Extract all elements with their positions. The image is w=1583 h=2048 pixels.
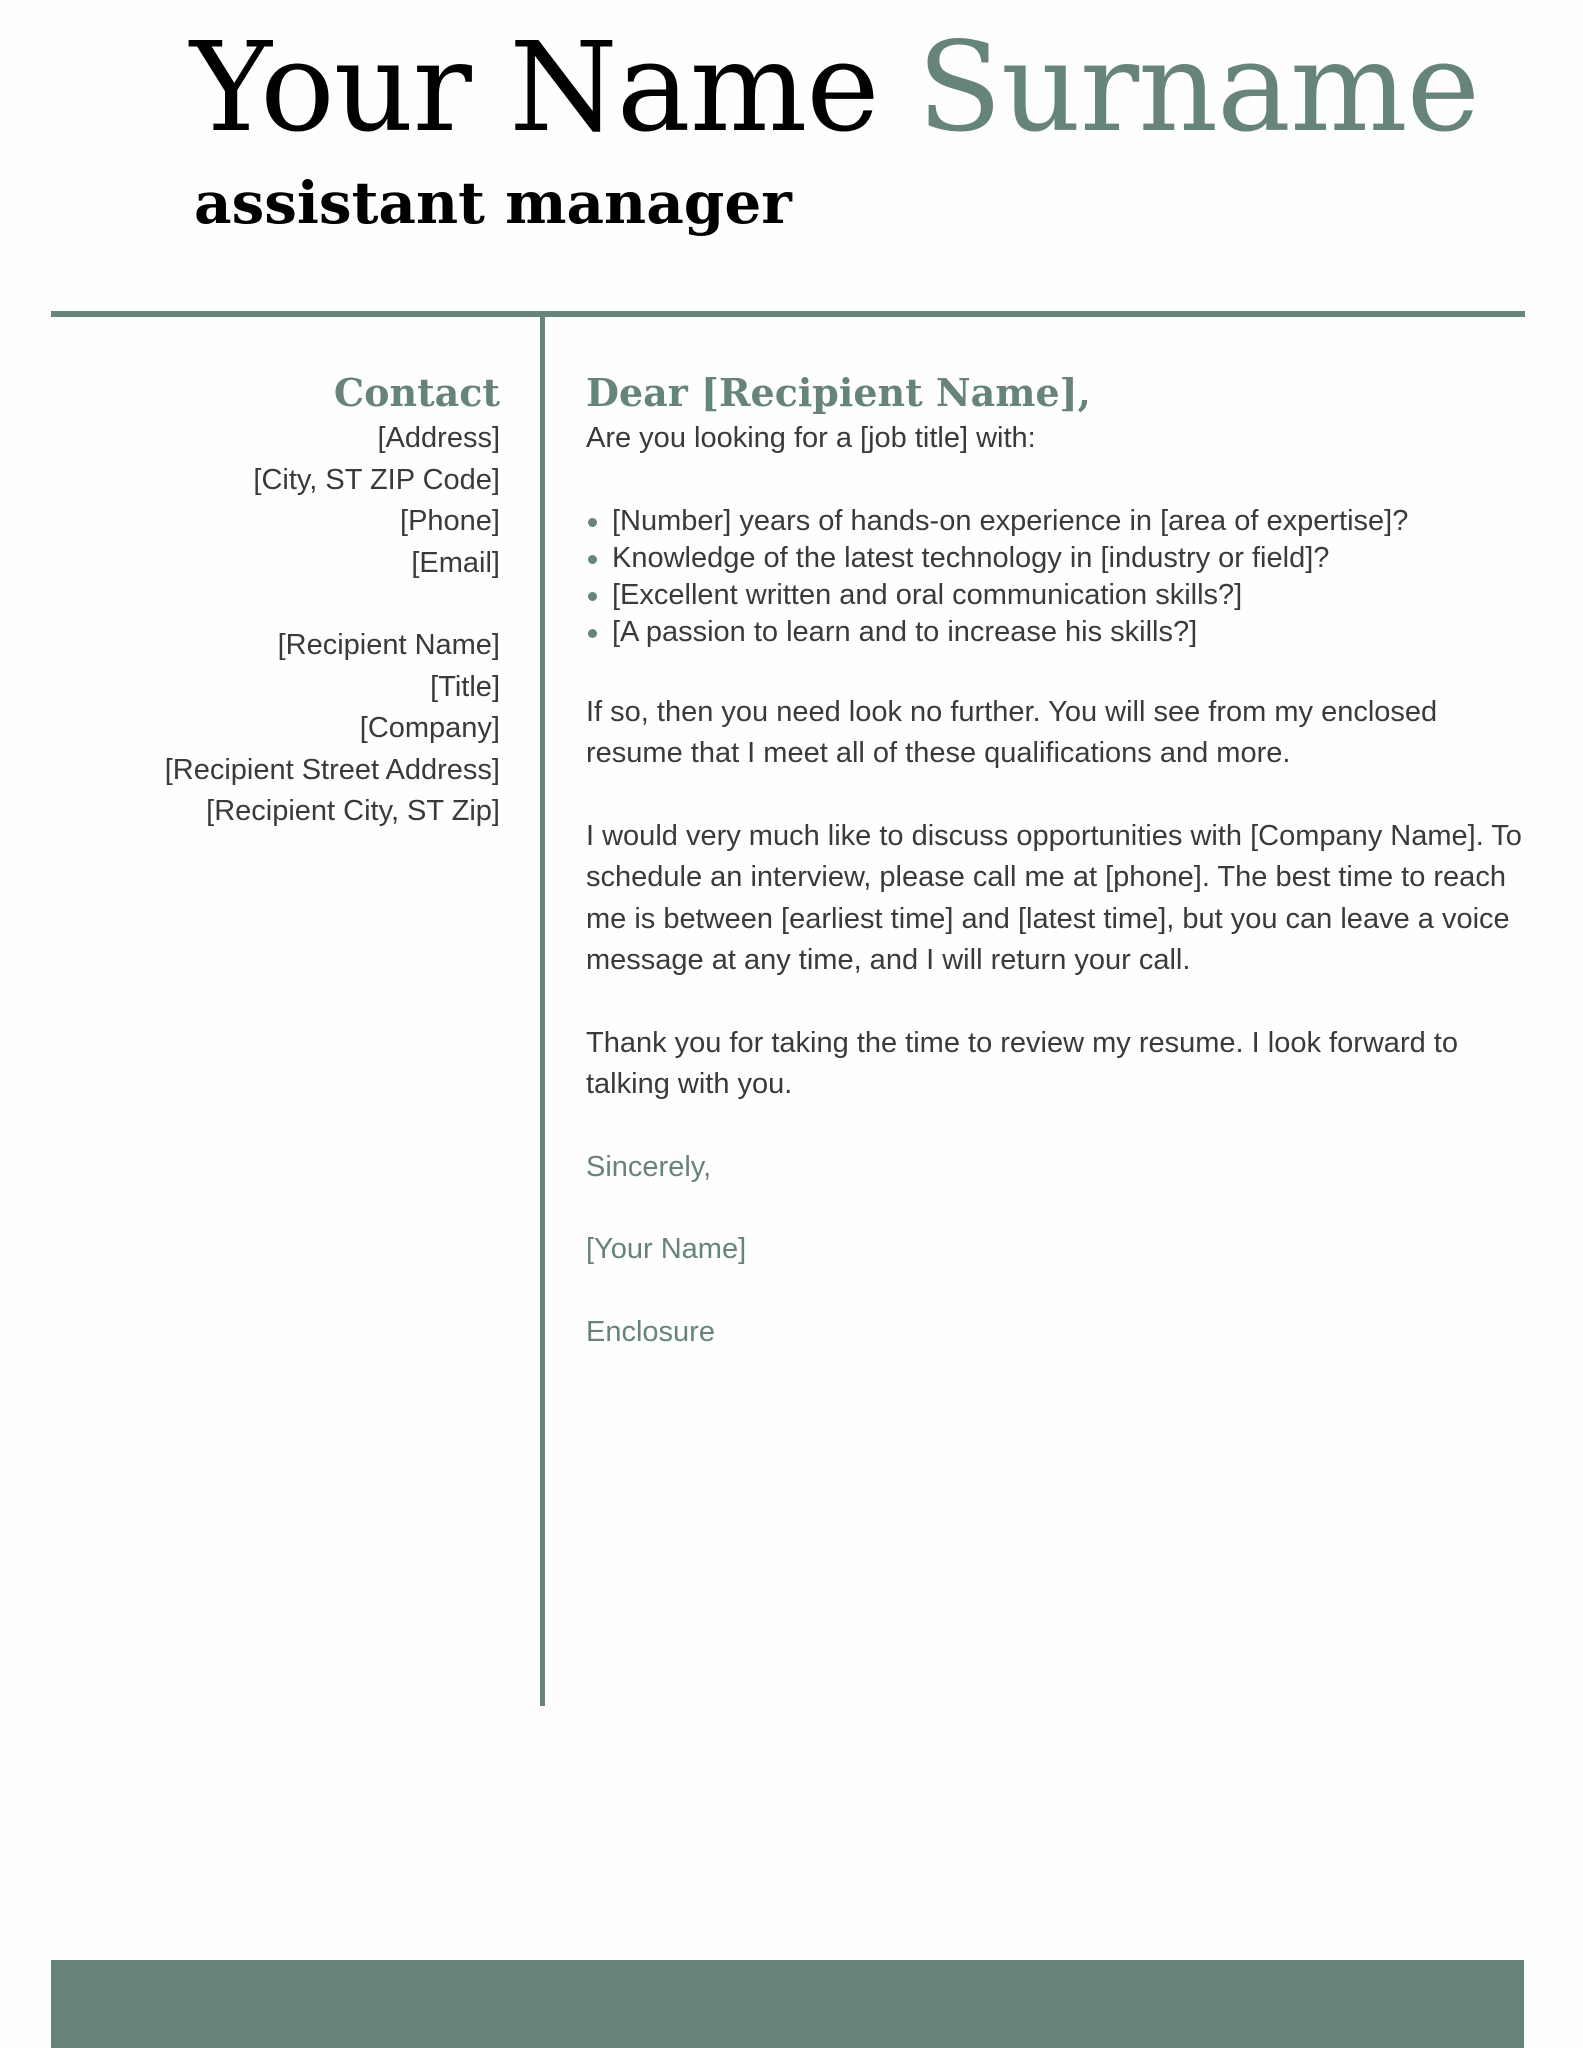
- list-item-text: [Number] years of hands-on experience in [area of expertise]?: [612, 504, 1409, 537]
- list-item-text: [A passion to learn and to increase his skills?]: [612, 615, 1198, 648]
- sender-city-state-zip: [City, ST ZIP Code]: [253, 463, 500, 496]
- enclosure-note: Enclosure: [586, 1315, 715, 1348]
- bullet-icon: [588, 518, 597, 527]
- sender-address: [Address]: [377, 422, 500, 454]
- contact-heading: Contact: [333, 370, 500, 415]
- list-item-text: [Excellent written and oral communication skills?]: [612, 578, 1243, 611]
- recipient-name: [Recipient Name]: [277, 629, 500, 661]
- paragraph-qualifications: If so, then you need look no further. You will see from my enclosed resume that I meet all of these qualifications and more.: [586, 695, 1438, 769]
- paragraph-interview: I would very much like to discuss opportunities with [Company Name]. To schedule an interview, please call me at [phone]. The best time to reach me is between [earliest time] and [latest time], but you can leave a voice message at any time, and I will return your call.: [586, 819, 1522, 976]
- letter-body: [586, 368, 1526, 1353]
- bullet-icon: [588, 592, 597, 601]
- salutation: Dear [Recipient Name],: [586, 370, 1091, 415]
- name-heading: [190, 18, 1479, 158]
- intro-line: Are you looking for a [job title] with:: [586, 422, 1036, 454]
- recipient-company: [Company]: [359, 712, 500, 744]
- job-title: assistant manager: [194, 169, 792, 237]
- vertical-divider: [540, 314, 545, 1706]
- surname: Surname: [917, 16, 1479, 160]
- bullet-icon: [588, 629, 597, 638]
- sender-phone: [Phone]: [400, 505, 500, 537]
- footer-band: [51, 1960, 1524, 2048]
- paragraph-thanks: Thank you for taking the time to review my resume. I look forward to talking with you.: [586, 1026, 1458, 1100]
- contact-sidebar: [60, 368, 500, 833]
- qualifications-list: [586, 503, 1526, 651]
- recipient-street-address: [Recipient Street Address]: [164, 753, 500, 786]
- spacer: [60, 584, 500, 625]
- list-item: [586, 614, 1526, 651]
- list-item-text: Knowledge of the latest technology in [industry or field]?: [612, 541, 1330, 574]
- closing: Sincerely,: [586, 1150, 712, 1183]
- bullet-icon: [588, 555, 597, 564]
- list-item: [586, 540, 1526, 577]
- recipient-title: [Title]: [430, 670, 500, 703]
- list-item: [586, 503, 1526, 540]
- horizontal-divider: [51, 311, 1525, 317]
- sender-email: [Email]: [411, 546, 500, 579]
- list-item: [586, 577, 1526, 614]
- signature-name: [Your Name]: [586, 1233, 747, 1265]
- recipient-city-state-zip: [Recipient City, ST Zip]: [206, 795, 500, 827]
- first-name: Your Name: [190, 16, 879, 160]
